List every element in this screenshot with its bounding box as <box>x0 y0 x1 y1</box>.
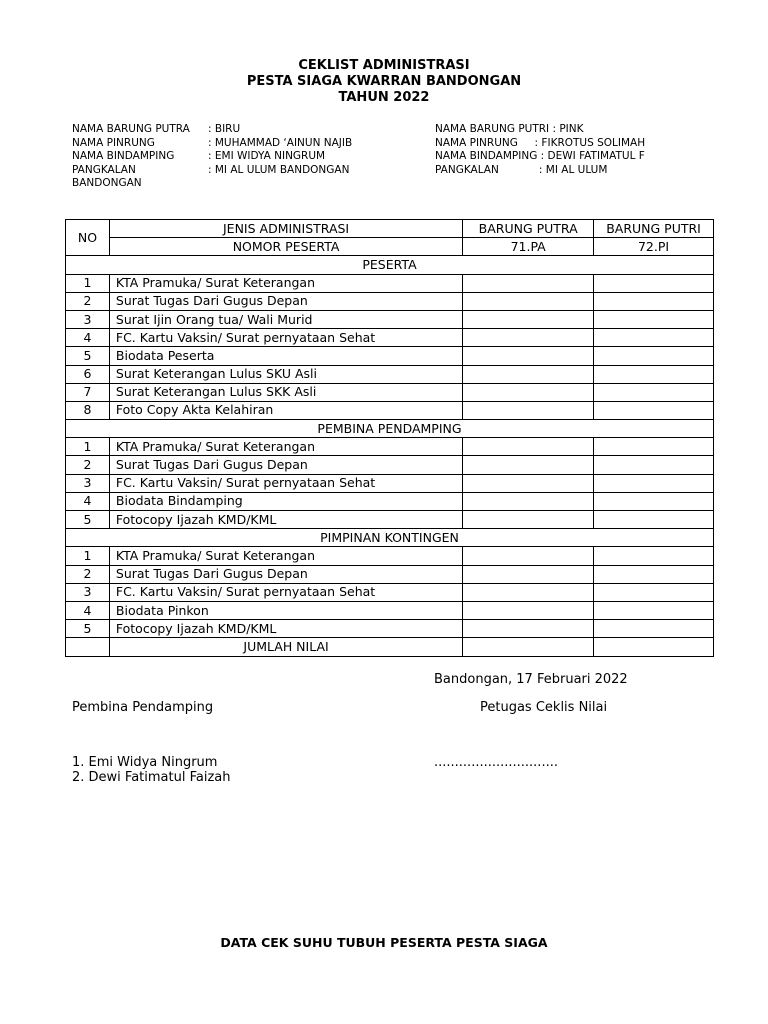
section-row <box>66 256 714 274</box>
cell-putra[interactable] <box>463 347 594 365</box>
row-no: 5 <box>66 347 110 365</box>
row-jenis: Surat Keterangan Lulus SKU Asli <box>109 365 462 383</box>
table-row <box>66 474 714 492</box>
table-row <box>66 492 714 510</box>
cell-putri[interactable] <box>594 365 714 383</box>
info-row: NAMA PINRUNG : FIKROTUS SOLIMAH <box>435 136 646 149</box>
info-barung-putra <box>72 123 352 191</box>
cell-putri[interactable] <box>594 511 714 529</box>
row-jenis: Surat Tugas Dari Gugus Depan <box>109 292 462 310</box>
row-no: 1 <box>66 274 110 292</box>
info-value: : EMI WIDYA NINGRUM <box>208 150 326 162</box>
row-jenis: FC. Kartu Vaksin/ Surat pernyataan Sehat <box>109 583 462 601</box>
row-jenis: Surat Tugas Dari Gugus Depan <box>109 565 462 583</box>
row-jenis: Surat Tugas Dari Gugus Depan <box>109 456 462 474</box>
signatory-names <box>72 755 230 785</box>
table-row <box>66 547 714 565</box>
row-no: 3 <box>66 310 110 328</box>
cell-putri[interactable] <box>594 474 714 492</box>
row-no: 1 <box>66 547 110 565</box>
row-no: 8 <box>66 401 110 419</box>
row-jenis: KTA Pramuka/ Surat Keterangan <box>109 438 462 456</box>
row-jenis: Biodata Peserta <box>109 347 462 365</box>
info-row: NAMA BINDAMPING : DEWI FATIMATUL F <box>435 150 645 162</box>
cell-putra[interactable] <box>463 511 594 529</box>
table-row <box>66 329 714 347</box>
row-no: 5 <box>66 620 110 638</box>
table-row <box>66 292 714 310</box>
table-row <box>66 383 714 401</box>
nomor-putra: 71.PA <box>463 238 594 256</box>
info-value: : MI AL ULUM BANDONGAN <box>208 163 350 176</box>
cell-putri[interactable] <box>594 620 714 638</box>
cell-putri[interactable] <box>594 310 714 328</box>
table-row <box>66 438 714 456</box>
section-title: PIMPINAN KONTINGEN <box>66 529 714 547</box>
title-line-2: PESTA SIAGA KWARRAN BANDONGAN <box>246 74 522 89</box>
jumlah-label: JUMLAH NILAI <box>109 638 462 656</box>
cell-putri[interactable] <box>594 292 714 310</box>
cell-putri[interactable] <box>594 456 714 474</box>
section-title: PESERTA <box>66 256 714 274</box>
row-no: 4 <box>66 329 110 347</box>
signature-right-title: Petugas Ceklis Nilai <box>480 700 608 715</box>
table-row <box>66 310 714 328</box>
checklist-table <box>65 219 714 657</box>
table-row <box>66 274 714 292</box>
info-row: PANGKALAN : MI AL ULUM <box>435 163 608 176</box>
table-header-row <box>66 220 714 238</box>
info-label: PANGKALAN <box>72 163 136 176</box>
info-row <box>72 164 352 178</box>
info-row <box>72 137 352 151</box>
cell-putra[interactable] <box>463 620 594 638</box>
row-no: 3 <box>66 474 110 492</box>
row-no: 4 <box>66 601 110 619</box>
row-jenis: KTA Pramuka/ Surat Keterangan <box>109 274 462 292</box>
cell-putra[interactable] <box>463 310 594 328</box>
row-no: 4 <box>66 492 110 510</box>
row-no: 5 <box>66 511 110 529</box>
document-title <box>0 58 768 106</box>
header-no: NO <box>66 220 110 256</box>
cell-putra[interactable] <box>463 583 594 601</box>
title-line-3: TAHUN 2022 <box>338 90 430 105</box>
cell-putri[interactable] <box>594 565 714 583</box>
nomor-peserta-row <box>66 238 714 256</box>
cell-putra[interactable] <box>463 274 594 292</box>
header-putri: BARUNG PUTRI <box>594 220 714 238</box>
cell-putra[interactable] <box>463 401 594 419</box>
cell-putra[interactable] <box>463 492 594 510</box>
jumlah-row <box>66 638 714 656</box>
row-jenis: FC. Kartu Vaksin/ Surat pernyataan Sehat <box>109 329 462 347</box>
cell-putri[interactable] <box>594 583 714 601</box>
bottom-section-title: DATA CEK SUHU TUBUH PESERTA PESTA SIAGA <box>220 935 548 950</box>
cell-putri[interactable] <box>594 438 714 456</box>
section-title: PEMBINA PENDAMPING <box>66 420 714 438</box>
header-jenis: JENIS ADMINISTRASI <box>109 220 462 238</box>
cell-putri[interactable] <box>594 347 714 365</box>
signatory-name: 1. Emi Widya Ningrum <box>72 755 218 770</box>
row-jenis: Fotocopy Ijazah KMD/KML <box>109 620 462 638</box>
section-row <box>66 420 714 438</box>
info-row <box>72 150 352 164</box>
row-no: 3 <box>66 583 110 601</box>
jumlah-putri[interactable] <box>594 638 714 656</box>
header-putra: BARUNG PUTRA <box>463 220 594 238</box>
table-row <box>66 620 714 638</box>
cell-putri[interactable] <box>594 401 714 419</box>
cell-putri[interactable] <box>594 601 714 619</box>
cell-putri[interactable] <box>594 274 714 292</box>
cell-putra[interactable] <box>463 438 594 456</box>
table-row <box>66 456 714 474</box>
info-barung-putri <box>435 123 645 177</box>
place-date: Bandongan, 17 Februari 2022 <box>434 672 628 687</box>
cell-putra[interactable] <box>463 365 594 383</box>
row-jenis: Surat Ijin Orang tua/ Wali Murid <box>109 310 462 328</box>
info-label: NAMA BINDAMPING <box>72 150 175 162</box>
cell-putra[interactable] <box>463 329 594 347</box>
info-row <box>72 123 352 137</box>
signatory-name: 2. Dewi Fatimatul Faizah <box>72 770 231 785</box>
table-row <box>66 583 714 601</box>
table-row <box>66 347 714 365</box>
cell-putra[interactable] <box>463 474 594 492</box>
section-row <box>66 529 714 547</box>
cell-putra[interactable] <box>463 601 594 619</box>
info-label: NAMA BARUNG PUTRA <box>72 123 190 135</box>
table-row <box>66 401 714 419</box>
cell-putri[interactable] <box>594 383 714 401</box>
row-jenis: Fotocopy Ijazah KMD/KML <box>109 511 462 529</box>
cell-putra[interactable] <box>463 565 594 583</box>
info-value: : MUHAMMAD ‘AINUN NAJIB <box>208 136 353 149</box>
row-no: 2 <box>66 292 110 310</box>
nomor-label: NOMOR PESERTA <box>109 238 462 256</box>
cell-putri[interactable] <box>594 329 714 347</box>
cell-putra[interactable] <box>463 547 594 565</box>
table-row <box>66 601 714 619</box>
row-no: 2 <box>66 456 110 474</box>
nomor-putri: 72.PI <box>594 238 714 256</box>
cell-putra[interactable] <box>463 292 594 310</box>
signature-left-title: Pembina Pendamping <box>72 700 214 715</box>
table-row <box>66 565 714 583</box>
cell-putra[interactable] <box>463 383 594 401</box>
row-jenis: Biodata Bindamping <box>109 492 462 510</box>
jumlah-putra[interactable] <box>463 638 594 656</box>
row-no: 6 <box>66 365 110 383</box>
table-row <box>66 511 714 529</box>
info-wrap-line: BANDONGAN <box>72 177 142 189</box>
cell-putri[interactable] <box>594 547 714 565</box>
row-jenis: FC. Kartu Vaksin/ Surat pernyataan Sehat <box>109 474 462 492</box>
signature-dots: .............................. <box>434 755 558 770</box>
info-row: NAMA BARUNG PUTRI : PINK <box>435 123 584 135</box>
row-no: 1 <box>66 438 110 456</box>
row-jenis: Surat Keterangan Lulus SKK Asli <box>109 383 462 401</box>
info-value: : BIRU <box>208 123 241 135</box>
title-line-1: CEKLIST ADMINISTRASI <box>298 58 470 73</box>
row-jenis: KTA Pramuka/ Surat Keterangan <box>109 547 462 565</box>
cell-putra[interactable] <box>463 456 594 474</box>
row-no: 2 <box>66 565 110 583</box>
info-label: NAMA PINRUNG <box>72 136 155 149</box>
cell-putri[interactable] <box>594 492 714 510</box>
jumlah-no <box>66 638 110 656</box>
row-jenis: Foto Copy Akta Kelahiran <box>109 401 462 419</box>
row-no: 7 <box>66 383 110 401</box>
row-jenis: Biodata Pinkon <box>109 601 462 619</box>
table-row <box>66 365 714 383</box>
